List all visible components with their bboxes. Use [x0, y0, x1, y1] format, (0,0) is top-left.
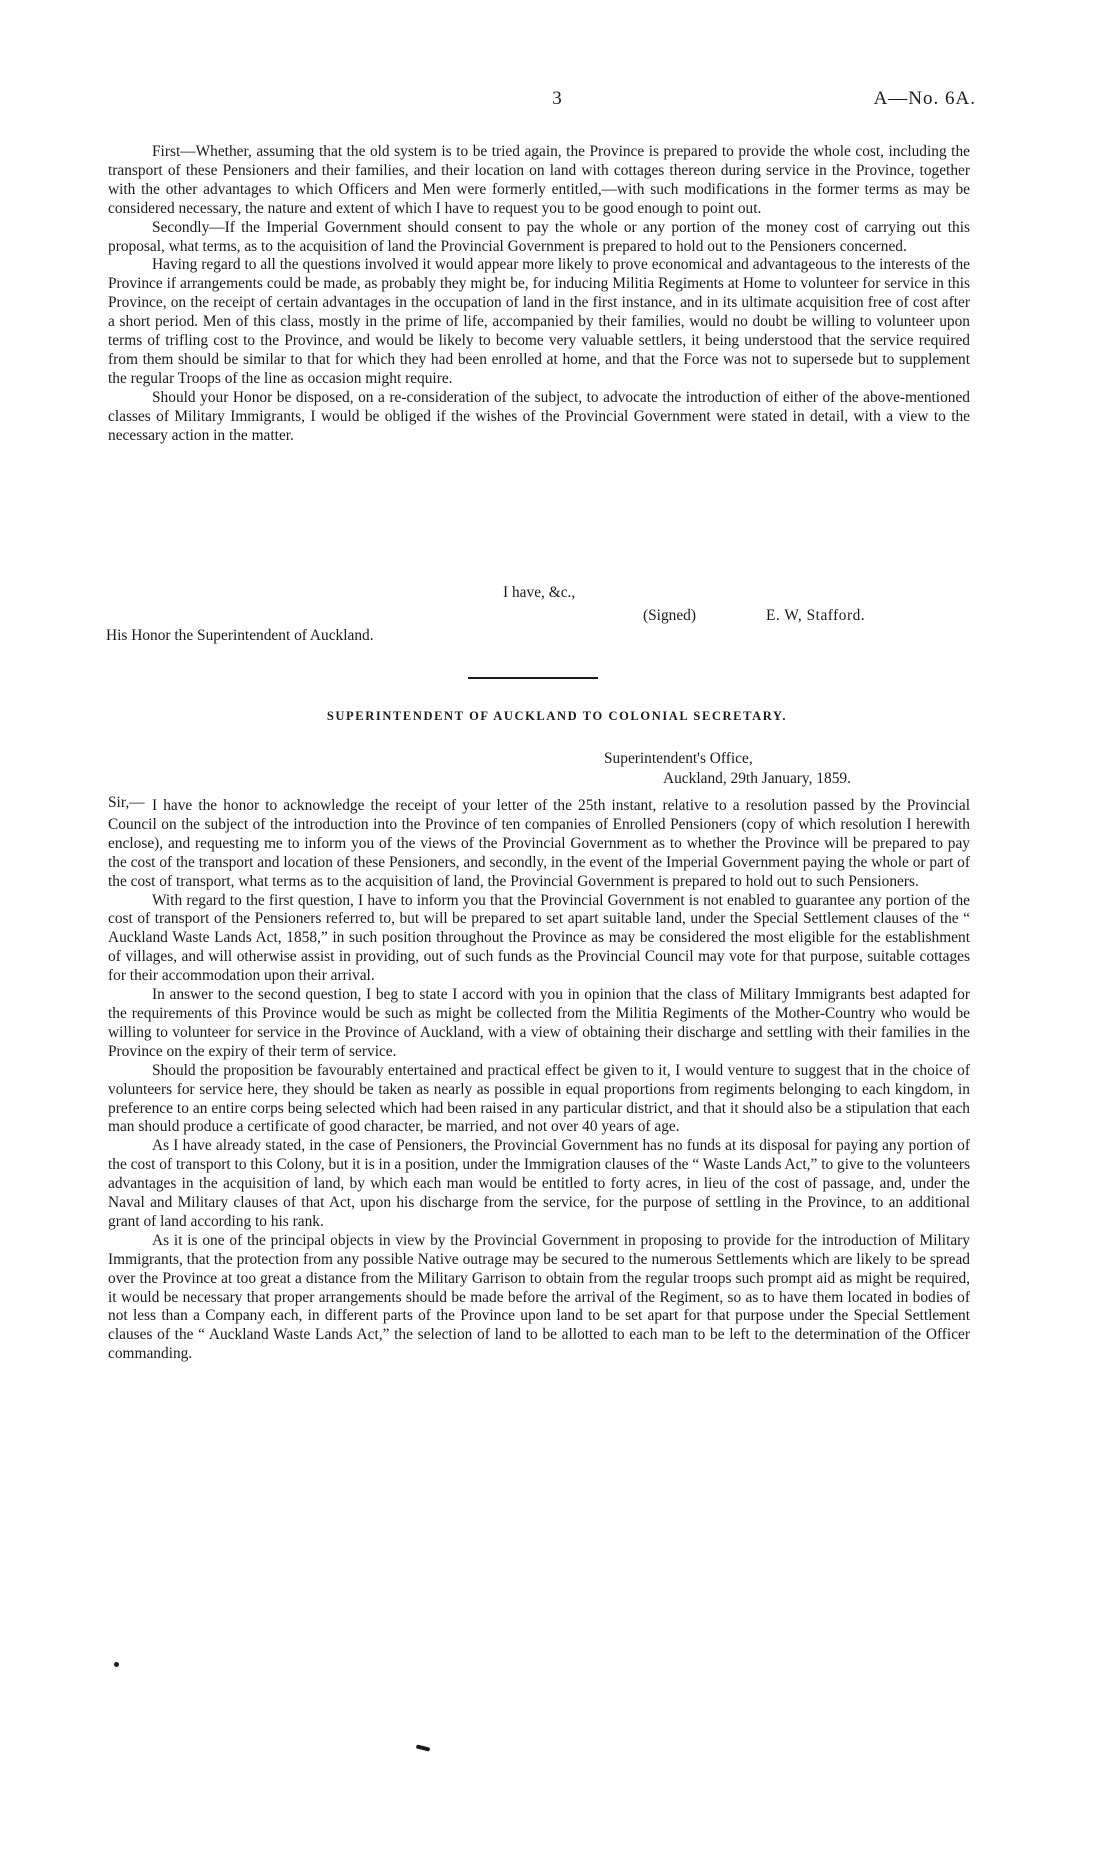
ink-dot	[114, 1662, 119, 1667]
ink-smudge	[416, 1744, 431, 1751]
paragraph-acknowledgement: I have the honor to acknowledge the receipt of your letter of the 25th instant, relative to a resolution passed by the Provincial Council on the subject of the introduction into the Province of ten companies of Enrolled Pensioners (copy of which resolution I herewith enclose), and requesting me to inform you of the views of the Provincial Government as to whether the Province will be prepared to pay the cost of the transport and location of these Pensioners, and secondly, in the event of the Imperial Government paying the whole or part of the cost of transport, what terms as to the acquisition of land, the Provincial Government is prepared to hold out to such Pensioners.	[108, 797, 970, 890]
paragraph-militia-proposal: Having regard to all the questions involved it would appear more likely to prove economical and advantageous to the interests of the Province if arrangements could be made, as probably they might be, for inducing Militia Regiments at Home to volunteer for service in this Province, on the receipt of certain advantages in the occupation of land in the first instance, and in its ultimate acquisition free of cost after a short period. Men of this class, mostly in the prime of life, accompanied by their families, would no doubt be willing to volunteer upon terms of trifling cost to the Province, and would be likely to become very valuable settlers, it being understood that the service required from them should be similar to that for which they had been enrolled at home, and that the Force was not to supersede but to supplement the regular Troops of the line as occasion might require.	[108, 256, 970, 387]
salutation: Sir,—	[108, 794, 145, 811]
paragraph-first: First—Whether, assuming that the old system is to be tried again, the Province is prepared to provide the whole cost, including the transport of these Pensioners and their families, and their location on land with cottages thereon during service in the Province, together with the other advantages to which Officers and Men were formerly entitled,—with such modifications in the former terms as may be considered necessary, the nature and extent of which I have to request you to be good enough to point out.	[108, 143, 970, 217]
letter-body-superintendent	[108, 797, 970, 1364]
paragraph-settlement-protection: As it is one of the principal objects in view by the Provincial Government in proposing to provide for the introduction of Military Immigrants, that the protection from any possible Native outrage may be secured to the numerous Settlements which are likely to be spread over the Province at too great a distance from the Military Garrison to obtain from the regular troops such prompt aid as might be required, it would be necessary that proper arrangements should be made before the arrival of the Regiment, so as to have them located in bodies of not less than a Company each, in different parts of the Province upon land to be set apart for that purpose under the Special Settlement clauses of the “ Auckland Waste Lands Act,” the selection of land to be allotted to each man to be left to the determination of the Officer commanding.	[108, 1231, 970, 1363]
letter-body-stafford	[108, 143, 970, 446]
paragraph-first-question: With regard to the first question, I have to inform you that the Provincial Government is not enabled to guarantee any portion of the cost of transport of the Pensioners referred to, but will be prepared to set apart suitable land, under the Special Settlement clauses of the “ Auckland Waste Lands Act, 1858,” in such position throughout the Province as may be considered the most eligible for the establishment of villages, and will otherwise assist in providing, out of such funds as the Provincial Council may vote for that purpose, suitable cottages for their accommodation upon their arrival.	[108, 891, 970, 985]
paragraph-reconsideration: Should your Honor be disposed, on a re-consideration of the subject, to advocate the introduction of either of the above-mentioned classes of Military Immigrants, I would be obliged if the wishes of the Provincial Government were stated in detail, with a view to the necessary action in the matter.	[108, 388, 970, 444]
addressee: His Honor the Superintendent of Auckland.	[106, 627, 374, 644]
signed-label: (Signed)	[643, 607, 697, 624]
paragraph-second-question: In answer to the second question, I beg to state I accord with you in opinion that the class of Military Immigrants best adapted for the requirements of this Province would be such as might be collected from the Militia Regiments of the Mother-Country who would be willing to volunteer for service in the Province of Auckland, with a view of obtaining their discharge and settling with their families in the Province on the expiry of their term of service.	[108, 986, 970, 1060]
letter-heading: SUPERINTENDENT OF AUCKLAND TO COLONIAL SECRETARY.	[326, 709, 788, 723]
letter-closing: I have, &c.,	[503, 584, 576, 601]
sender-office: Superintendent's Office,	[604, 750, 753, 767]
letter-dateline: Auckland, 29th January, 1859.	[663, 770, 851, 787]
paragraph-land-advantages: As I have already stated, in the case of Pensioners, the Provincial Government has no funds at its disposal for paying any portion of the cost of transport to this Colony, but it is in a position, under the Immigration clauses of the “ Waste Lands Act,” to give to the volunteers advantages in the acquisition of land, by which each man would be entitled to forty acres, in lieu of the cost of passage, and, under the Naval and Military clauses of that Act, upon his discharge from the service, for the purpose of settling in the Province, to an additional grant of land according to his rank.	[108, 1137, 970, 1230]
section-divider	[468, 677, 598, 679]
page-number: 3	[552, 88, 562, 109]
paragraph-secondly: Secondly—If the Imperial Government should consent to pay the whole or any portion of the money cost of carrying out this proposal, what terms, as to the acquisition of land the Provincial Government is prepared to hold out to the Pensioners concerned.	[108, 218, 970, 255]
paragraph-volunteer-selection: Should the proposition be favourably entertained and practical effect be given to it, I would venture to suggest that in the choice of volunteers for service here, they should be taken as nearly as possible in equal proportions from regiments belonging to each kingdom, in preference to an entire corps being selected which had been raised in any particular district, and that it should also be a stipulation that each man should produce a certificate of good character, be married, and not over 40 years of age.	[108, 1061, 970, 1136]
document-reference: A—No. 6A.	[873, 88, 976, 109]
signature: E. W, Stafford.	[766, 607, 866, 624]
